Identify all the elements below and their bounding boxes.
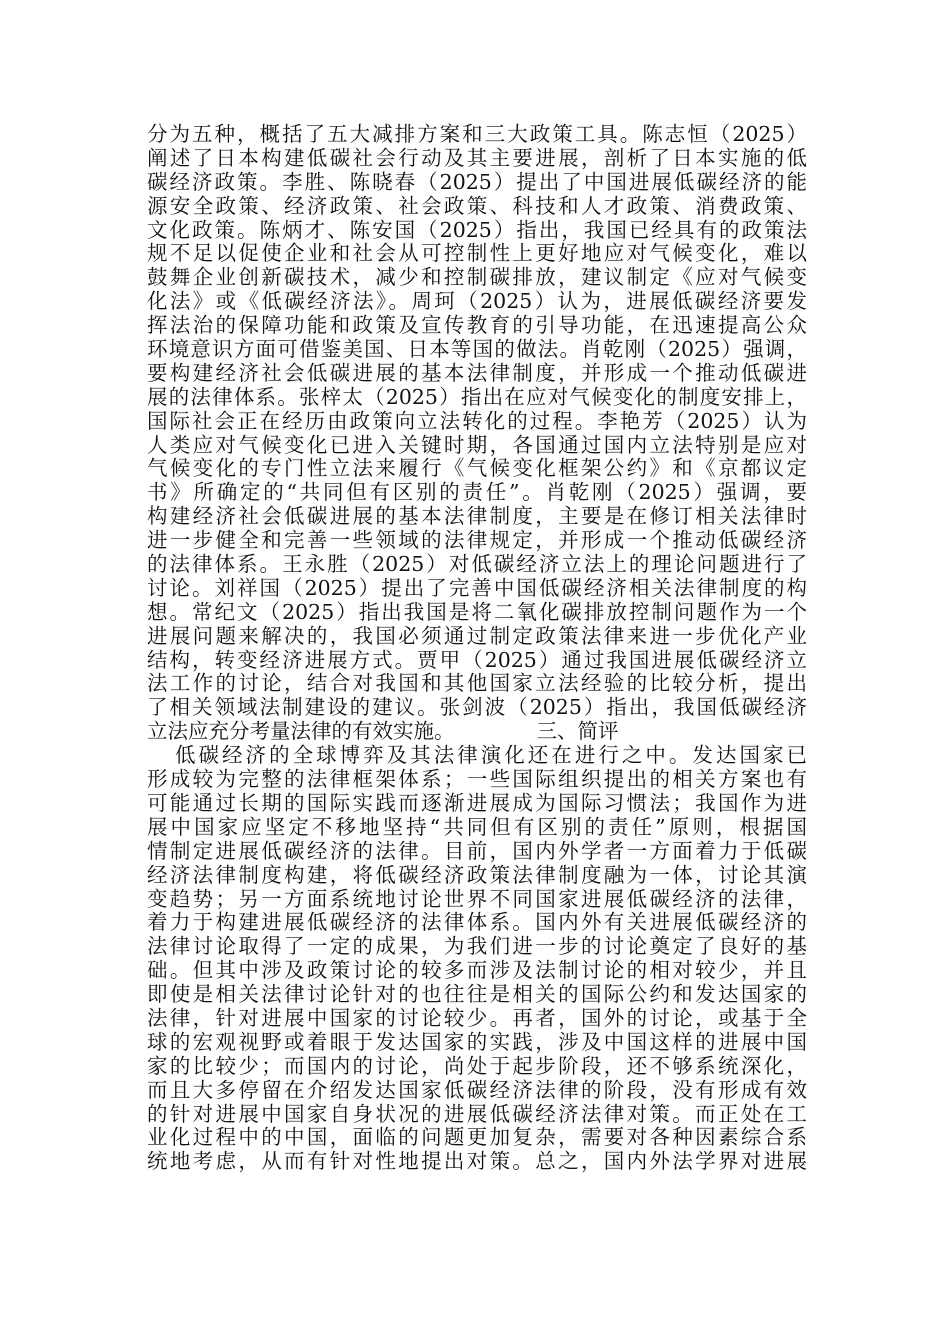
text-line: 讨论。刘祥国（2025）提出了完善中国低碳经济相关法律制度的构	[147, 575, 807, 600]
text-line: 化法》或《低碳经济法》。周珂（2025）认为，进展低碳经济要发	[147, 289, 807, 314]
text-line: 法工作的讨论，结合对我国和其他国家立法经验的比较分析，提出	[147, 671, 807, 696]
text-line: 法律讨论取得了一定的成果，为我们进一步的讨论奠定了良好的基	[147, 934, 807, 959]
text-line: 形成较为完整的法律框架体系；一些国际组织提出的相关方案也有	[147, 767, 807, 792]
text-line: 鼓舞企业创新碳技术，减少和控制碳排放，建议制定《应对气候变	[147, 265, 807, 290]
body-text	[147, 123, 807, 1174]
text-line: 着力于构建进展低碳经济的法律体系。国内外有关进展低碳经济的	[147, 910, 807, 935]
text-line: 阐述了日本构建低碳社会行动及其主要进展，剖析了日本实施的低	[147, 145, 807, 170]
text-line: 国际社会正在经历由政策向立法转化的过程。李艳芳（2025）认为	[147, 408, 807, 433]
text-line: 进一步健全和完善一些领域的法律规定，并形成一个推动低碳经济	[147, 528, 807, 553]
text-line: 础。但其中涉及政策讨论的较多而涉及法制讨论的相对较少，并且	[147, 958, 807, 983]
text-line: 碳经济政策。李胜、陈晓春（2025）提出了中国进展低碳经济的能	[147, 169, 807, 194]
text-line: 环境意识方面可借鉴美国、日本等国的做法。肖乾刚（2025）强调，	[147, 337, 807, 362]
text-line: 球的宏观视野或着眼于发达国家的实践，涉及中国这样的进展中国	[147, 1029, 807, 1054]
text-line: 分为五种，概括了五大减排方案和三大政策工具。陈志恒（2025）	[147, 122, 807, 146]
text-line	[147, 720, 807, 744]
text-line: 而且大多停留在介绍发达国家低碳经济法律的阶段，没有形成有效	[147, 1077, 807, 1102]
text-line: 想。常纪文（2025）指出我国是将二氧化碳排放控制问题作为一个	[147, 599, 807, 624]
text-line: 构建经济社会低碳进展的基本法律制度，主要是在修订相关法律时	[147, 504, 807, 529]
text-line: 情制定进展低碳经济的法律。目前，国内外学者一方面着力于低碳	[147, 838, 807, 863]
text-line: 的法律体系。王永胜（2025）对低碳经济立法上的理论问题进行了	[147, 552, 807, 577]
text-line: 要构建经济社会低碳进展的基本法律制度，并形成一个推动低碳进	[147, 360, 807, 385]
text-line: 变趋势；另一方面系统地讨论世界不同国家进展低碳经济的法律，	[147, 886, 807, 911]
text-line: 低碳经济的全球博弈及其法律演化还在进行之中。发达国家已	[175, 743, 807, 768]
text-line: 人类应对气候变化已进入关键时期，各国通过国内立法特别是应对	[147, 432, 807, 457]
text-line-end: 立法应充分考量法律的有效实施。	[147, 719, 455, 744]
section-heading: 三、简评	[536, 719, 619, 744]
text-line: 规不足以促使企业和社会从可控制性上更好地应对气候变化，难以	[147, 241, 807, 266]
text-line: 家的比较少；而国内的讨论，尚处于起步阶段，还不够系统深化，	[147, 1053, 807, 1078]
text-line: 展的法律体系。张梓太（2025）指出在应对气候变化的制度安排上，	[147, 384, 807, 409]
text-line: 经济法律制度构建，将低碳经济政策法律制度融为一体，讨论其演	[147, 862, 807, 887]
text-line: 法律，针对进展中国家的讨论较少。再者，国外的讨论，或基于全	[147, 1005, 807, 1030]
text-line: 源安全政策、经济政策、社会政策、科技和人才政策、消费政策、	[147, 193, 807, 218]
text-line: 结构，转变经济进展方式。贾甲（2025）通过我国进展低碳经济立	[147, 647, 807, 672]
text-line: 业化过程中的中国，面临的问题更加复杂，需要对各种因素综合系	[147, 1125, 807, 1150]
text-line: 书》所确定的“共同但有区别的责任”。肖乾刚（2025）强调，要	[147, 480, 807, 505]
text-line: 了相关领域法制建设的建议。张剑波（2025）指出，我国低碳经济	[147, 695, 807, 720]
text-line: 挥法治的保障功能和政策及宣传教育的引导功能，在迅速提高公众	[147, 313, 807, 338]
text-line: 气候变化的专门性立法来履行《气候变化框架公约》和《京都议定	[147, 456, 807, 481]
text-line: 的针对进展中国家自身状况的进展低碳经济法律对策。而正处在工	[147, 1101, 807, 1126]
text-line: 文化政策。陈炳才、陈安国（2025）指出，我国已经具有的政策法	[147, 217, 807, 242]
text-line: 即使是相关法律讨论针对的也往往是相关的国际公约和发达国家的	[147, 982, 807, 1007]
text-line: 统地考虑，从而有针对性地提出对策。总之，国内外法学界对进展	[147, 1149, 807, 1174]
text-line: 进展问题来解决的，我国必须通过制定政策法律来进一步优化产业	[147, 623, 807, 648]
text-line: 展中国家应坚定不移地坚持“共同但有区别的责任”原则，根据国	[147, 814, 807, 839]
text-line: 可能通过长期的国际实践而逐渐进展成为国际习惯法；我国作为进	[147, 790, 807, 815]
